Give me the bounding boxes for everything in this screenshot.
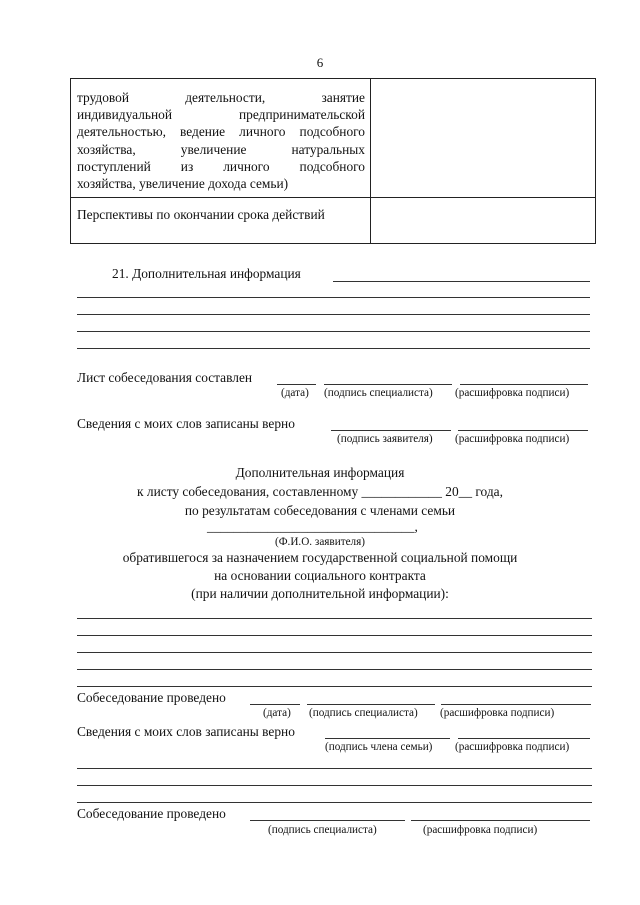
fill-line[interactable] <box>77 785 592 786</box>
fill-line[interactable] <box>77 314 590 315</box>
extra-line-2: к листу собеседования, составленному ____________ 20__ года, <box>137 484 503 499</box>
fill-line[interactable] <box>77 686 592 687</box>
interview-held-label: Собеседование проведено <box>77 690 226 705</box>
caption-signature-decode: (расшифровка подписи) <box>455 433 570 445</box>
decode-line[interactable] <box>460 384 588 385</box>
signature-line[interactable] <box>250 820 405 821</box>
table-column-divider <box>370 79 371 243</box>
fill-line[interactable] <box>77 669 592 670</box>
fill-line[interactable] <box>77 768 592 769</box>
table-cell-prospects: Перспективы по окончании срока действий <box>77 207 325 222</box>
page-number: 6 <box>316 55 324 70</box>
caption-applicant-signature: (подпись заявителя) <box>337 433 433 445</box>
caption-signature-decode: (расшифровка подписи) <box>455 387 570 399</box>
caption-fio: (Ф.И.О. заявителя) <box>274 536 366 548</box>
cell-text-line: индивидуальной предпринимательской <box>77 107 365 123</box>
interview-held-label: Собеседование проведено <box>77 806 226 821</box>
fill-line[interactable] <box>77 331 590 332</box>
caption-signature-decode: (расшифровка подписи) <box>423 824 538 836</box>
signature-line[interactable] <box>307 704 435 705</box>
signature-line[interactable] <box>324 384 452 385</box>
extra-line-6: (при наличии дополнительной информации): <box>191 586 449 601</box>
decode-line[interactable] <box>411 820 590 821</box>
caption-date: (дата) <box>281 387 309 399</box>
table-cell-activity <box>77 89 365 192</box>
cell-text-line: трудовой деятельности, занятие <box>77 90 365 105</box>
extra-line-5: на основании социального контракта <box>214 568 426 583</box>
decode-line[interactable] <box>441 704 591 705</box>
sheet-compiled-label: Лист собеседования составлен <box>77 370 253 385</box>
signature-line[interactable] <box>325 738 450 739</box>
caption-family-member-signature: (подпись члена семьи) <box>325 741 433 753</box>
caption-signature-decode: (расшифровка подписи) <box>455 741 570 753</box>
fill-line[interactable] <box>77 802 592 803</box>
decode-line[interactable] <box>458 430 588 431</box>
cell-text-line: поступлений из личного подсобного <box>77 158 365 174</box>
caption-specialist-signature: (подпись специалиста) <box>309 707 418 719</box>
cell-text-line: хозяйства, увеличение дохода семьи) <box>77 176 289 192</box>
date-line[interactable] <box>250 704 300 705</box>
caption-signature-decode: (расшифровка подписи) <box>440 707 555 719</box>
fill-line[interactable] <box>77 297 590 298</box>
extra-title: Дополнительная информация <box>235 465 405 480</box>
caption-specialist-signature: (подпись специалиста) <box>324 387 433 399</box>
cell-text-line: хозяйства, увеличение натуральных <box>77 141 365 157</box>
fill-line[interactable] <box>77 348 590 349</box>
extra-line-3: по результатам собеседования с членами семьи <box>184 503 456 518</box>
cell-text-line: деятельностью, ведение личного подсобного <box>77 124 365 140</box>
decode-line[interactable] <box>458 738 590 739</box>
fill-line[interactable] <box>77 652 592 653</box>
recorded-correctly-label: Сведения с моих слов записаны верно <box>77 416 295 431</box>
section-21-label: 21. Дополнительная информация <box>112 266 301 281</box>
caption-specialist-signature: (подпись специалиста) <box>268 824 377 836</box>
plan-table <box>70 78 596 244</box>
recorded-correctly-label: Сведения с моих слов записаны верно <box>77 724 295 739</box>
extra-line-4: обратившегося за назначением государственной социальной помощи <box>122 550 518 565</box>
fio-blank[interactable]: _______________________________, <box>207 519 418 534</box>
table-row-divider <box>71 197 595 198</box>
caption-date: (дата) <box>263 707 291 719</box>
fill-line[interactable] <box>77 618 592 619</box>
fill-line[interactable] <box>77 635 592 636</box>
date-line[interactable] <box>277 384 316 385</box>
signature-line[interactable] <box>331 430 451 431</box>
fill-line[interactable] <box>333 281 590 282</box>
